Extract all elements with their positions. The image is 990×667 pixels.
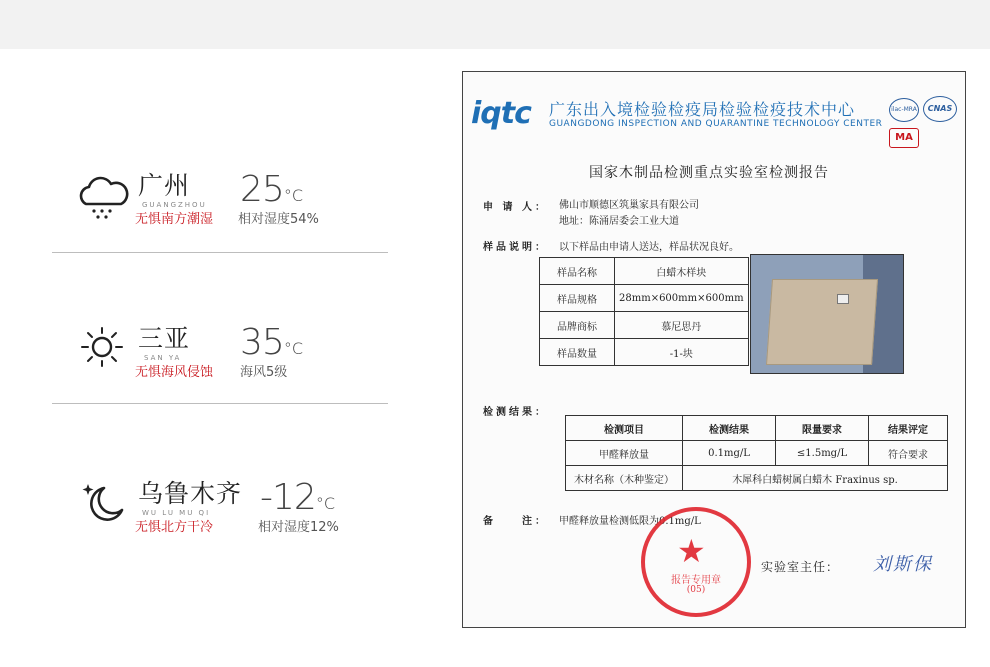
divider [52, 252, 388, 253]
temperature: -12°C [260, 477, 335, 518]
temperature: 35°C [240, 322, 303, 363]
wood-sample-tile [766, 279, 878, 365]
table-cell: 样品名称 [540, 258, 615, 285]
cma-badge-icon: MA [889, 128, 919, 148]
results-table [565, 415, 948, 491]
top-band [0, 0, 990, 49]
results-label: 检测结果： [483, 407, 548, 418]
moon-star-icon [74, 478, 130, 534]
weather-detail: 海风5级 [240, 365, 288, 380]
table-cell: 甲醛释放量 [566, 441, 683, 466]
table-row [566, 441, 948, 466]
city-name: 广州 [138, 171, 191, 200]
weather-item-sanya [52, 323, 388, 443]
table-cell: 样品规格 [540, 285, 615, 312]
weather-item-urumqi [52, 478, 388, 598]
table-cell: ≤1.5mg/L [776, 441, 869, 466]
official-seal-icon [641, 507, 751, 617]
weather-detail: 相对湿度12% [258, 520, 339, 535]
table-cell: 木材名称（木种鉴定） [566, 466, 683, 491]
organization-name-cn: 广东出入境检验检疫局检验检疫技术中心 [549, 100, 856, 119]
table-cell: 符合要求 [869, 441, 948, 466]
table-row [566, 466, 948, 491]
table-cell: 慕尼思丹 [615, 312, 749, 339]
table-row [540, 258, 749, 285]
table-cell: 木犀科白蜡树属白蜡木 Fraxinus sp. [683, 466, 948, 491]
city-pinyin: SAN YA [144, 354, 182, 362]
slogan: 无惧海风侵蚀 [135, 365, 214, 380]
city-name: 乌鲁木齐 [138, 479, 243, 508]
table-header: 检测结果 [683, 416, 776, 441]
seal-number: (05) [686, 585, 706, 595]
table-cell: 白蜡木样块 [615, 258, 749, 285]
table-cell: 28mm×600mm×600mm [615, 285, 749, 312]
city-pinyin: GUANGZHOU [142, 201, 207, 209]
star-icon: ★ [677, 532, 706, 570]
sample-description: 以下样品由申请人送达，样品状况良好。 [559, 242, 739, 253]
table-row [566, 416, 948, 441]
slogan: 无惧南方潮湿 [135, 212, 214, 227]
sample-tag [837, 294, 849, 304]
weather-item-guangzhou [52, 170, 388, 290]
cnas-badge-icon: CNAS [923, 96, 957, 122]
table-row [540, 312, 749, 339]
sample-table [539, 257, 749, 366]
iqtc-logo: iqtc [471, 96, 531, 131]
table-header: 限量要求 [776, 416, 869, 441]
divider [52, 403, 388, 404]
test-report-certificate [462, 71, 966, 628]
slogan: 无惧北方干冷 [135, 520, 214, 535]
cloud-rain-icon [74, 170, 130, 226]
director-signature: 刘斯保 [873, 554, 933, 575]
table-cell: 样品数量 [540, 339, 615, 366]
sun-icon [74, 323, 130, 379]
seal-label: 报告专用章 [671, 575, 721, 586]
sample-photo [750, 254, 904, 374]
weather-detail: 相对湿度54% [238, 212, 319, 227]
report-title: 国家木制品检测重点实验室检测报告 [589, 165, 829, 181]
organization-name-en: GUANGDONG INSPECTION AND QUARANTINE TECHNOLOGY CENTER [549, 119, 883, 129]
note-text: 甲醛释放量检测低限为0.1mg/L [559, 516, 701, 527]
table-row [540, 285, 749, 312]
city-name: 三亚 [138, 324, 191, 353]
sample-label: 样品说明： [483, 242, 548, 253]
ilac-badge-icon: ilac-MRA [889, 98, 919, 122]
table-header: 检测项目 [566, 416, 683, 441]
applicant-address: 地址：陈涌居委会工业大道 [559, 216, 679, 227]
temperature: 25°C [240, 169, 303, 210]
applicant-value: 佛山市顺德区筑巢家具有限公司 [559, 200, 699, 211]
table-row [540, 339, 749, 366]
table-cell: 品牌商标 [540, 312, 615, 339]
applicant-label: 申 请 人： [483, 202, 548, 213]
city-pinyin: WU LU MU QI [142, 509, 211, 517]
table-cell: -1-块 [615, 339, 749, 366]
table-cell: 0.1mg/L [683, 441, 776, 466]
table-header: 结果评定 [869, 416, 948, 441]
director-label: 实验室主任： [761, 560, 840, 574]
note-label: 备 注： [483, 516, 548, 527]
